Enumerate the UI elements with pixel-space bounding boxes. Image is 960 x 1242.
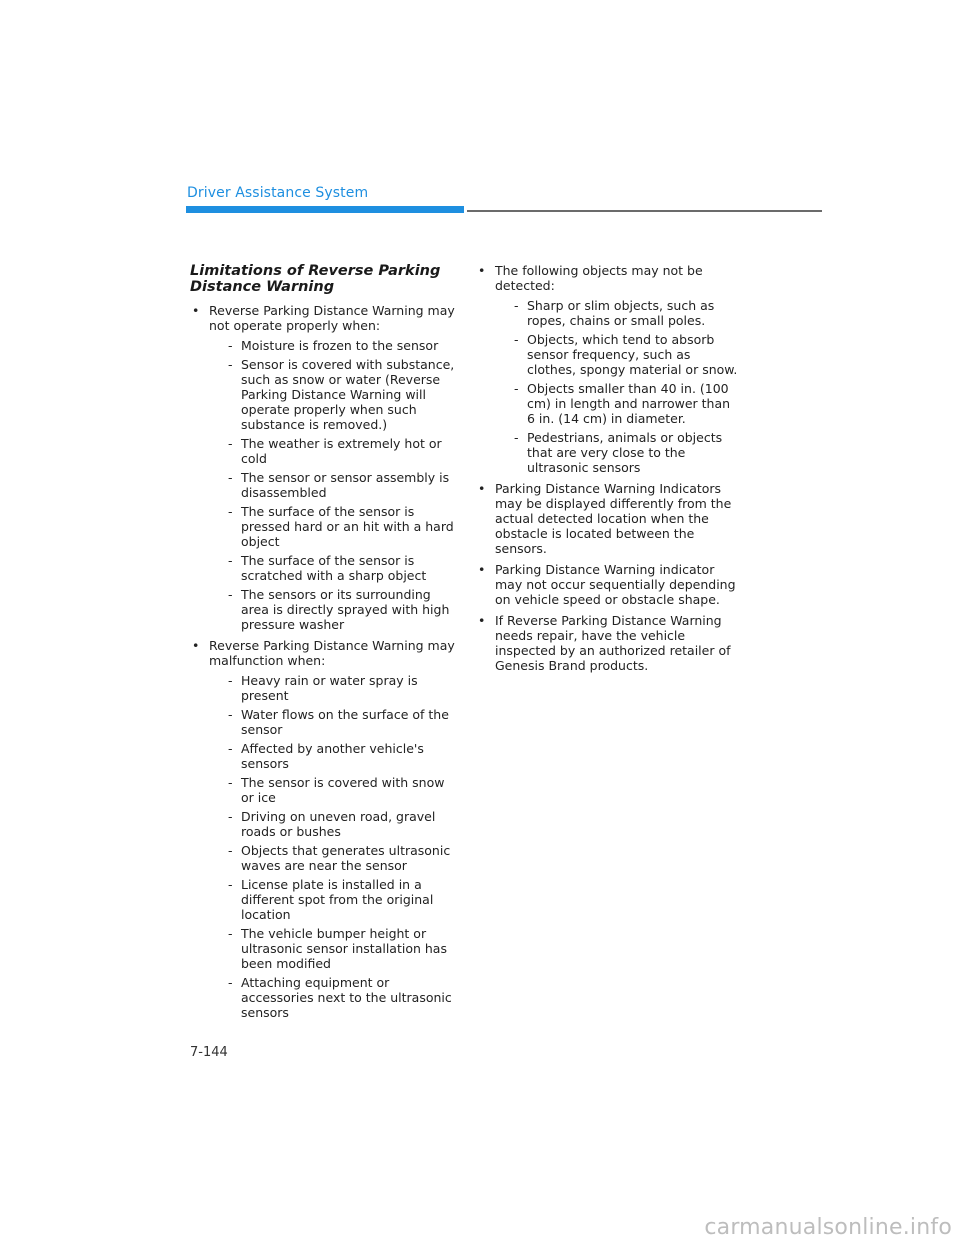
sub-item-text: The surface of the sensor is pressed hard or an hit with a hard object [241, 504, 454, 549]
bullet-dot-icon: • [478, 613, 486, 628]
bullet-text: Parking Distance Warning indicator may not occur sequentially depending on vehicle speed or obstacle shape. [495, 562, 736, 607]
sub-list-item [209, 357, 460, 432]
dash-icon: - [228, 470, 233, 485]
sub-list-item [495, 298, 738, 328]
dash-icon: - [228, 843, 233, 858]
dash-icon: - [514, 430, 519, 445]
sub-item-text: Sensor is covered with substance, such as snow or water (Reverse Parking Distance Warning will operate properly when such substance is removed.) [241, 357, 455, 432]
dash-icon: - [228, 926, 233, 941]
sub-item-text: The surface of the sensor is scratched with a sharp object [241, 553, 427, 583]
bullet-text: Reverse Parking Distance Warning may not operate properly when: [209, 303, 455, 333]
sub-list [209, 673, 460, 1020]
sub-list-item [495, 332, 738, 377]
sub-list-item [209, 741, 460, 771]
dash-icon: - [228, 436, 233, 451]
sub-list-item [495, 430, 738, 475]
sub-list-item [209, 436, 460, 466]
sub-list-item [209, 843, 460, 873]
bullet-dot-icon: • [478, 481, 486, 496]
dash-icon: - [514, 332, 519, 347]
dash-icon: - [228, 504, 233, 519]
sub-list-item [209, 504, 460, 549]
bullet-dot-icon: • [192, 303, 200, 318]
sub-list-item [209, 775, 460, 805]
sub-item-text: Moisture is frozen to the sensor [241, 338, 439, 353]
dash-icon: - [514, 381, 519, 396]
dash-icon: - [228, 809, 233, 824]
sub-item-text: Objects, which tend to absorb sensor frequency, such as clothes, spongy material or snow. [527, 332, 738, 377]
sub-item-text: Objects smaller than 40 in. (100 cm) in length and narrower than 6 in. (14 cm) in diameter. [527, 381, 731, 426]
sub-item-text: Attaching equipment or accessories next to the ultrasonic sensors [241, 975, 452, 1020]
bullet-dot-icon: • [192, 638, 200, 653]
sub-item-text: Affected by another vehicle's sensors [241, 741, 424, 771]
dash-icon: - [228, 553, 233, 568]
sub-list-item [209, 809, 460, 839]
dash-icon: - [228, 673, 233, 688]
sub-item-text: Heavy rain or water spray is present [241, 673, 418, 703]
list-item [476, 562, 738, 607]
sub-list-item [209, 673, 460, 703]
sub-list-item [209, 926, 460, 971]
bullet-dot-icon: • [478, 263, 486, 278]
sub-list-item [209, 877, 460, 922]
sub-list-item [209, 587, 460, 632]
sub-item-text: The sensor or sensor assembly is disassembled [241, 470, 450, 500]
sub-item-text: The sensors or its surrounding area is directly sprayed with high pressure washer [241, 587, 450, 632]
dash-icon: - [228, 587, 233, 602]
watermark: carmanualsonline.info [704, 1215, 952, 1240]
sub-list-item [495, 381, 738, 426]
sub-item-text: The weather is extremely hot or cold [241, 436, 442, 466]
sub-item-text: Pedestrians, animals or objects that are very close to the ultrasonic sensors [527, 430, 723, 475]
dash-icon: - [228, 741, 233, 756]
list-item [476, 263, 738, 475]
right-bullet-list [476, 263, 738, 673]
right-column [476, 263, 738, 679]
sub-list [209, 338, 460, 632]
sub-item-text: Water flows on the surface of the sensor [241, 707, 449, 737]
sub-item-text: Objects that generates ultrasonic waves are near the sensor [241, 843, 451, 873]
list-item [476, 613, 738, 673]
bullet-text: If Reverse Parking Distance Warning needs repair, have the vehicle inspected by an authorized retailer of Genesis Brand products. [495, 613, 731, 673]
page-number: 7-144 [190, 1045, 228, 1060]
dash-icon: - [228, 877, 233, 892]
section-header-title: Driver Assistance System [187, 185, 369, 201]
bullet-text: Parking Distance Warning Indicators may be displayed differently from the actual detected location when the obstacle is located between the sensors. [495, 481, 732, 556]
section-title: Limitations of Reverse Parking Distance Warning [190, 263, 441, 295]
bullet-text: Reverse Parking Distance Warning may malfunction when: [209, 638, 455, 668]
sub-item-text: The sensor is covered with snow or ice [241, 775, 445, 805]
header-accent-rule [186, 206, 464, 213]
list-item [190, 303, 460, 632]
dash-icon: - [514, 298, 519, 313]
dash-icon: - [228, 338, 233, 353]
sub-list-item [209, 553, 460, 583]
dash-icon: - [228, 707, 233, 722]
sub-item-text: Driving on uneven road, gravel roads or bushes [241, 809, 436, 839]
list-item [190, 638, 460, 1020]
sub-list-item [209, 975, 460, 1020]
bullet-dot-icon: • [478, 562, 486, 577]
sub-list-item [209, 470, 460, 500]
header-divider-rule [467, 210, 822, 212]
dash-icon: - [228, 357, 233, 372]
list-item [476, 481, 738, 556]
sub-item-text: The vehicle bumper height or ultrasonic sensor installation has been modified [241, 926, 447, 971]
sub-list-item [209, 338, 460, 353]
sub-item-text: License plate is installed in a different spot from the original location [241, 877, 434, 922]
sub-list [495, 298, 738, 475]
sub-item-text: Sharp or slim objects, such as ropes, chains or small poles. [527, 298, 715, 328]
dash-icon: - [228, 975, 233, 990]
left-column [190, 263, 460, 1026]
bullet-text: The following objects may not be detected: [495, 263, 703, 293]
dash-icon: - [228, 775, 233, 790]
left-bullet-list [190, 303, 460, 1020]
sub-list-item [209, 707, 460, 737]
